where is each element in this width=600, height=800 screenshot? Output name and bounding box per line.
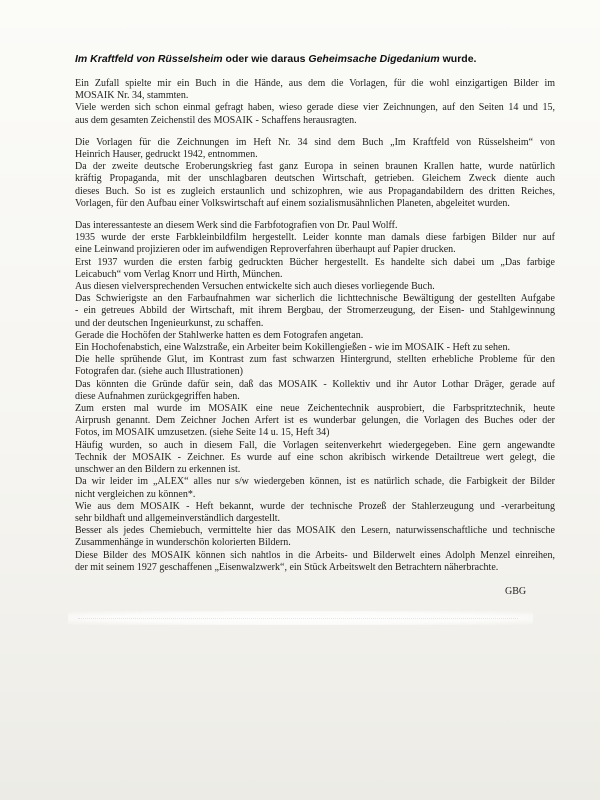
text-line: Heinrich Hauser, gedruckt 1942, entnommen. (75, 149, 258, 161)
text-line: und der deutschen Ingenieurkunst, zu schaffen. (75, 317, 264, 329)
text-line: Diese Bilder des MOSAIK können sich nahtlos in die Arbeits- und Bilderwelt eines Adolph Menzel einreihen, (75, 549, 555, 561)
text-line: dieses Buch. So ist es zugleich erstaunlich und schizophren, wie aus Propagandabildern des dritten Reiches, (75, 185, 555, 197)
text-line: nicht vergleichen zu können*. (75, 488, 196, 500)
article-paragraphs (75, 78, 555, 574)
text-line: aus dem gesamten Zeichenstil des MOSAIK - Schaffens herausragten. (75, 114, 357, 126)
text-line: Airprush genannt. Dem Zeichner Jochen Arfert ist es wunderbar gelungen, die Vorlagen des Buches oder der (75, 415, 555, 427)
text-line: eine Leinwand projizieren oder im aufwendigen Reproverfahren überhaupt auf Papier drucken. (75, 244, 456, 256)
text-line: Leicabuch“ vom Verlag Knorr und Hirth, München. (75, 268, 283, 280)
title-part-secret: Geheimsache Digedanium (308, 53, 440, 65)
article-body (75, 52, 555, 584)
text-line: Die Vorlagen für die Zeichnungen im Heft Nr. 34 sind dem Buch „Im Kraftfeld von Rüsselsheim“ von (75, 136, 555, 148)
faded-line (78, 618, 518, 621)
text-line: kräftig Propaganda, mit der unschlagbaren deutschen Wirtschaft, getrieben. Gleichem Zweck diente auch (75, 173, 555, 185)
text-line: der mit seinem 1927 geschaffenen „Eisenwalzwerk“, ein Stück Arbeitswelt den Betrachtern näherbrachte. (75, 561, 499, 573)
text-line: - ein getreues Abbild der Wirtschaft, mit ihrem Bergbau, der Stromerzeugung, der Eisen- und Stahlgewinnung (75, 305, 555, 317)
text-line: Die helle sprühende Glut, im Kontrast zum fast schwarzen Hintergrund, stellten erhebliche Probleme für den (75, 354, 555, 366)
text-line: Gerade die Hochöfen der Stahlwerke hatten es dem Fotografen angetan. (75, 329, 364, 341)
article-title (75, 52, 555, 66)
paragraph (75, 220, 555, 574)
text-line: Ein Hochofenabstich, eine Walzstraße, ein Arbeiter beim Kokillengießen - wie im MOSAIK - Heft zu sehen. (75, 342, 510, 354)
text-line: Aus diesen vielversprechenden Versuchen entwickelte sich auch dieses vorliegende Buch. (75, 281, 435, 293)
text-line: Häufig wurden, so auch in diesem Fall, die Vorlagen seitenverkehrt wiedergegeben. Eine gern angewandte (75, 439, 555, 451)
text-line: Das könnten die Gründe dafür sein, daß das MOSAIK - Kollektiv und ihr Autor Lothar Dräger, gerade auf (75, 378, 555, 390)
text-line: Ein Zufall spielte mir ein Buch in die Hände, aus dem die Vorlagen, für die wohl einzigartigen Bilder im (75, 78, 555, 89)
paragraph (75, 78, 555, 127)
text-line: Da wir leider im „ALEX“ alles nur s/w wiedergeben können, ist es natürlich schade, die Farbigkeit der Bilder (75, 476, 555, 488)
text-line: Wie aus dem MOSAIK - Heft bekannt, wurde der technische Prozeß der Stahlerzeugung und -verarbeitung (75, 500, 555, 512)
text-line: Technik der MOSAIK - Zeichner. Es wurde auf eine schon akribisch wirkende Detailtreue wert gelegt, die (75, 451, 555, 463)
text-line: Das interessanteste an diesem Werk sind die Farbfotografien von Dr. Paul Wolff. (75, 220, 398, 232)
text-line: Fotografen dar. (siehe auch Illustrationen) (75, 366, 243, 378)
text-line: Zum ersten mal wurde im MOSAIK eine neue Zeichentechnik ausprobiert, die Farbspritztechnik, heute (75, 403, 555, 415)
text-line: sehr bildhaft und allgemeinverständlich dargestellt. (75, 512, 281, 524)
title-part-connector: oder wie daraus (222, 53, 309, 65)
text-line: Zusammenhänge in wunderschön kolorierten Bildern. (75, 537, 291, 549)
text-line: Viele werden sich schon einmal gefragt haben, wieso gerade diese vier Zeichnungen, auf den Seiten 14 und 15, (75, 102, 555, 114)
text-line: 1935 wurde der erste Farbkleinbildfilm hergestellt. Leider konnte man damals diese farbigen Bilder nur auf (75, 232, 555, 244)
text-line: unschwer an den Bildern zu erkennen ist. (75, 464, 241, 476)
paragraph (75, 137, 555, 210)
text-line: MOSAIK Nr. 34, stammten. (75, 90, 189, 102)
text-line: diese Aufnahmen zurückgegriffen haben. (75, 390, 240, 402)
text-line: Da der zweite deutsche Eroberungskrieg fast ganz Europa in seinen braunen Krallen hatte, wurde natürlich (75, 161, 555, 173)
text-line: Vorlagen, für den Aufbau einer Volkswirtschaft auf einem sozialismusähnlichen Planeten, abgeleitet wurden. (75, 197, 510, 209)
author-signature: GBG (505, 586, 527, 597)
text-line: Das Schwierigste an den Farbaufnahmen war sicherlich die lichttechnische Bewältigung der gestellten Aufgabe (75, 293, 555, 305)
text-line: Besser als jedes Chemiebuch, vermittelte hier das MOSAIK den Lesern, naturwissenschaftliche und technische (75, 525, 555, 537)
title-part-end: wurde. (439, 53, 477, 65)
text-line: Erst 1937 wurden die ersten farbig gedruckten Bücher hergestellt. Es handelte sich dabei um „Das farbige (75, 256, 555, 268)
title-part-book: Im Kraftfeld von Rüsselsheim (75, 53, 223, 65)
text-line: Fotos, im MOSAIK umzusetzen. (siehe Seite 14 u. 15, Heft 34) (75, 427, 330, 439)
